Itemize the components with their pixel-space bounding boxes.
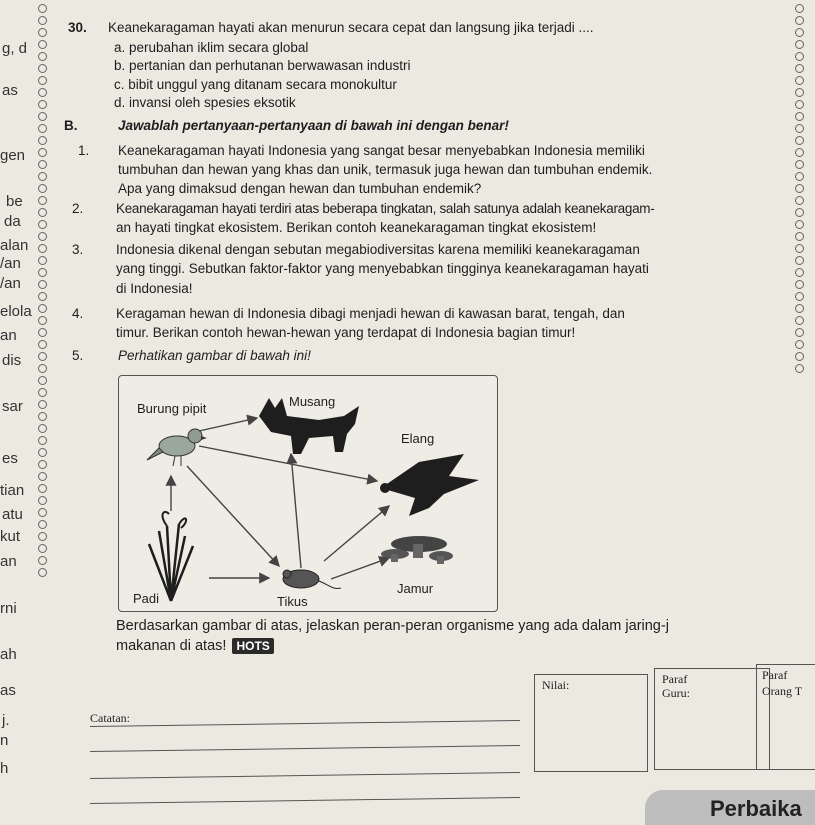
binding-ring	[795, 316, 804, 325]
arrow-mouse-to-eagle	[324, 506, 389, 561]
rice-plant-illustration	[149, 512, 193, 601]
binding-ring	[795, 64, 804, 73]
binding-ring	[38, 376, 47, 385]
question-3-line: Indonesia dikenal dengan sebutan megabiodiversitas karena memiliki keanekaragaman	[116, 242, 640, 257]
binding-ring	[38, 112, 47, 121]
arrow-bird-to-eagle	[199, 446, 377, 481]
question-5-instruction: Berdasarkan gambar di atas, jelaskan peran-peran organisme yang ada dalam jaring-j	[116, 618, 669, 634]
fragment-text: elola	[0, 303, 32, 320]
question-30-option-d: d. invansi oleh spesies eksotik	[114, 95, 296, 110]
binding-ring	[38, 400, 47, 409]
binding-ring	[38, 220, 47, 229]
fragment-text: sar	[2, 398, 23, 415]
fragment-text: ah	[0, 646, 17, 663]
binding-ring	[795, 196, 804, 205]
question-5-instruction-cont	[116, 638, 274, 654]
fragment-text: dis	[2, 352, 22, 369]
binding-ring	[38, 508, 47, 517]
fragment-text: j.	[2, 712, 10, 729]
binding-ring	[38, 340, 47, 349]
paraf-ortu-label-2: Orang T	[762, 684, 803, 698]
binding-ring	[38, 76, 47, 85]
question-5-number: 5.	[72, 348, 84, 363]
binding-ring	[38, 40, 47, 49]
binding-ring	[38, 568, 47, 577]
binding-ring	[38, 556, 47, 565]
binding-ring	[795, 148, 804, 157]
binding-ring	[795, 232, 804, 241]
question-4-number: 4.	[72, 306, 84, 321]
question-30-option-a: a. perubahan iklim secara global	[114, 40, 309, 55]
fragment-text: as	[2, 82, 18, 99]
binding-ring	[795, 4, 804, 13]
question-1-number: 1.	[78, 143, 90, 158]
binding-ring	[38, 196, 47, 205]
binding-ring	[38, 460, 47, 469]
fragment-text: be	[6, 193, 23, 210]
fragment-text: h	[0, 760, 9, 777]
notes-line	[90, 772, 520, 779]
binding-ring	[38, 364, 47, 373]
paraf-guru-label-2: Guru:	[662, 686, 690, 700]
binding-ring	[795, 160, 804, 169]
fragment-text: es	[2, 450, 18, 467]
binding-ring	[795, 88, 804, 97]
nilai-label: Nilai:	[542, 678, 570, 692]
spiral-binding	[38, 0, 48, 580]
binding-ring	[38, 448, 47, 457]
binding-ring	[38, 496, 47, 505]
arrow-bird-to-civet	[199, 418, 257, 431]
question-30-option-b: b. pertanian dan perhutanan berwawasan industri	[114, 58, 411, 73]
binding-ring	[38, 424, 47, 433]
binding-ring	[795, 256, 804, 265]
fragment-text: kut	[0, 528, 21, 545]
binding-ring	[38, 256, 47, 265]
fragment-text: /an	[0, 255, 21, 272]
paraf-ortu-label: Paraf	[762, 668, 788, 682]
question-1-line: tumbuhan dan hewan yang khas dan unik, termasuk juga hewan dan tumbuhan endemik.	[118, 162, 653, 177]
binding-ring	[795, 100, 804, 109]
binding-ring	[795, 52, 804, 61]
binding-ring	[795, 328, 804, 337]
binding-ring	[38, 472, 47, 481]
binding-ring	[38, 52, 47, 61]
binding-ring	[795, 172, 804, 181]
fragment-text: atu	[2, 506, 23, 523]
binding-ring	[38, 352, 47, 361]
question-30-text: Keanekaragaman hayati akan menurun secara cepat dan langsung jika terjadi ....	[108, 20, 594, 35]
question-5-instruction-end: makanan di atas!	[116, 638, 227, 654]
binding-ring	[38, 160, 47, 169]
binding-ring	[38, 388, 47, 397]
question-2-line: an hayati tingkat ekosistem. Berikan contoh keanekaragaman tingkat ekosistem!	[116, 220, 597, 235]
binding-ring	[38, 124, 47, 133]
question-4-line: Keragaman hewan di Indonesia dibagi menjadi hewan di kawasan barat, tengah, dan	[116, 306, 625, 321]
arrow-mouse-to-civet	[291, 454, 301, 568]
fragment-text: gen	[0, 147, 26, 164]
binding-ring	[795, 340, 804, 349]
fragment-text: g, d	[2, 40, 28, 57]
label-civet: Musang	[289, 394, 336, 409]
catatan-label: Catatan:	[90, 711, 130, 725]
notes-line	[90, 797, 520, 804]
binding-ring	[795, 292, 804, 301]
binding-ring	[795, 220, 804, 229]
binding-ring	[38, 532, 47, 541]
binding-ring	[38, 292, 47, 301]
binding-ring	[38, 28, 47, 37]
spiral-binding-right	[795, 0, 805, 380]
question-2-number: 2.	[72, 201, 84, 216]
question-30-option-c: c. bibit unggul yang ditanam secara monokultur	[114, 77, 397, 92]
label-eagle: Elang	[401, 431, 435, 446]
binding-ring	[38, 148, 47, 157]
binding-ring	[38, 4, 47, 13]
paraf-guru-label: Paraf	[662, 672, 688, 686]
hots-badge: HOTS	[232, 638, 273, 654]
question-1-line: Apa yang dimaksud dengan hewan dan tumbuhan endemik?	[118, 181, 482, 196]
binding-ring	[38, 280, 47, 289]
food-web-diagram	[118, 375, 498, 612]
question-3-number: 3.	[72, 242, 84, 257]
fragment-text: /an	[0, 275, 21, 292]
binding-ring	[795, 184, 804, 193]
binding-ring	[38, 328, 47, 337]
fragment-text: an	[0, 327, 17, 344]
binding-ring	[795, 364, 804, 373]
question-3-line: yang tinggi. Sebutkan faktor-faktor yang menyebabkan tingginya keanekaragaman hayati	[116, 261, 649, 276]
binding-ring	[38, 412, 47, 421]
binding-ring	[795, 268, 804, 277]
bird-illustration	[147, 429, 207, 466]
label-mushroom: Jamur	[397, 581, 434, 596]
section-b-letter: B.	[64, 118, 78, 133]
binding-ring	[795, 244, 804, 253]
binding-ring	[795, 136, 804, 145]
eagle-illustration	[380, 454, 479, 516]
binding-ring	[795, 16, 804, 25]
binding-ring	[795, 304, 804, 313]
binding-ring	[38, 244, 47, 253]
fragment-text: an	[0, 553, 17, 570]
question-5-line: Perhatikan gambar di bawah ini!	[118, 348, 311, 363]
question-2-line: Keanekaragaman hayati terdiri atas beberapa tingkatan, salah satunya adalah keanekaragam-	[116, 201, 655, 216]
arrow-bird-to-mouse-area	[187, 466, 279, 566]
fragment-text: n	[0, 732, 9, 749]
arrow-mouse-to-mushroom	[331, 558, 389, 579]
binding-ring	[795, 76, 804, 85]
binding-ring	[38, 304, 47, 313]
binding-ring	[38, 172, 47, 181]
binding-ring	[795, 124, 804, 133]
binding-ring	[795, 208, 804, 217]
section-b-title: Jawablah pertanyaan-pertanyaan di bawah ini dengan benar!	[118, 118, 509, 133]
label-bird: Burung pipit	[137, 401, 207, 416]
binding-ring	[38, 484, 47, 493]
question-4-line: timur. Berikan contoh hewan-hewan yang terdapat di Indonesia bagian timur!	[116, 325, 576, 340]
mushroom-illustration	[381, 536, 453, 564]
binding-ring	[38, 64, 47, 73]
binding-ring	[795, 40, 804, 49]
binding-ring	[38, 100, 47, 109]
binding-ring	[38, 232, 47, 241]
fragment-text: alan	[0, 237, 29, 254]
binding-ring	[795, 28, 804, 37]
binding-ring	[38, 268, 47, 277]
binding-ring	[795, 352, 804, 361]
fragment-text: rni	[0, 600, 17, 617]
binding-ring	[38, 544, 47, 553]
fragment-text: tian	[0, 482, 25, 499]
label-mouse: Tikus	[277, 594, 308, 609]
binding-ring	[795, 280, 804, 289]
fragment-text: as	[0, 682, 16, 699]
binding-ring	[38, 208, 47, 217]
notes-line	[90, 745, 520, 752]
binding-ring	[795, 112, 804, 121]
fragment-text: da	[4, 213, 21, 230]
notes-line	[90, 720, 520, 727]
perbaikan-banner-text: Perbaika	[710, 796, 802, 821]
question-30-number: 30.	[68, 20, 87, 35]
binding-ring	[38, 136, 47, 145]
binding-ring	[38, 184, 47, 193]
label-rice: Padi	[133, 591, 160, 606]
binding-ring	[38, 16, 47, 25]
binding-ring	[38, 88, 47, 97]
question-3-line: di Indonesia!	[116, 281, 193, 296]
question-1-line: Keanekaragaman hayati Indonesia yang sangat besar menyebabkan Indonesia memiliki	[118, 143, 645, 158]
binding-ring	[38, 436, 47, 445]
binding-ring	[38, 316, 47, 325]
binding-ring	[38, 520, 47, 529]
